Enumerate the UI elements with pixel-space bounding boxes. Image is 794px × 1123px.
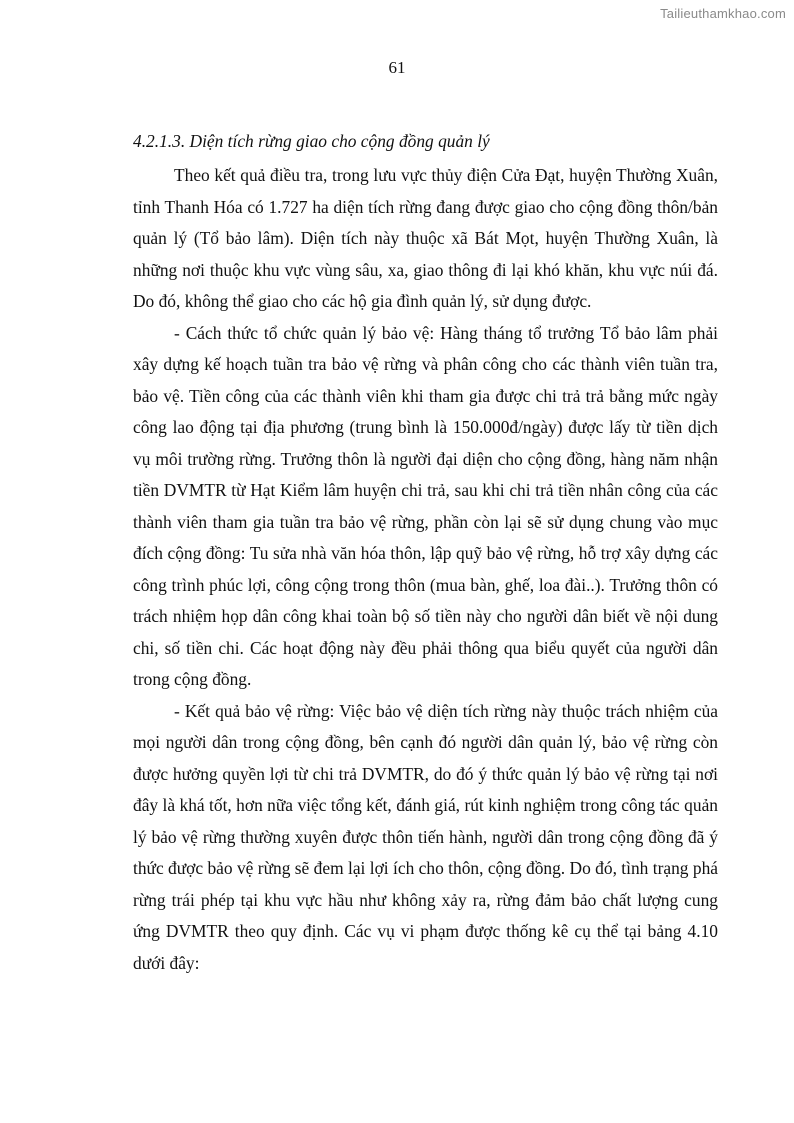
watermark: Tailieuthamkhao.com (660, 6, 786, 21)
section-heading: 4.2.1.3. Diện tích rừng giao cho cộng đồng quản lý (133, 131, 490, 151)
document-body (133, 128, 718, 979)
page-number: 61 (388, 58, 406, 77)
paragraph-protection-results: - Kết quả bảo vệ rừng: Việc bảo vệ diện tích rừng này thuộc trách nhiệm của mọi người dân trong cộng đồng, bên cạnh đó người dân quản lý, bảo vệ rừng còn được hưởng quyền lợi từ chi trả DVMTR, do đó ý thức quản lý bảo vệ rừng tại nơi đây là khá tốt, hơn nữa việc tổng kết, đánh giá, rút kinh nghiệm trong công tác quản lý bảo vệ rừng thường xuyên được thôn tiến hành, người dân trong cộng đồng đã ý thức được bảo vệ rừng sẽ đem lại lợi ích cho thôn, cộng đồng. Do đó, tình trạng phá rừng trái phép tại khu vực hầu như không xảy ra, rừng đảm bảo chất lượng cung ứng DVMTR theo quy định. Các vụ vi phạm được thống kê cụ thể tại bảng 4.10 dưới đây: (133, 700, 718, 973)
paragraph-management-method: - Cách thức tổ chức quản lý bảo vệ: Hàng tháng tổ trưởng Tổ bảo lâm phải xây dựng kế hoạch tuần tra bảo vệ rừng và phân công cho các thành viên tuần tra, bảo vệ. Tiền công của các thành viên khi tham gia được chi trả trả bằng mức ngày công lao động tại địa phương (trung bình là 150.000đ/ngày) được lấy từ tiền dịch vụ môi trường rừng. Trưởng thôn là người đại diện cho cộng đồng, hàng năm nhận tiền DVMTR từ Hạt Kiểm lâm huyện chi trả, sau khi chi trả tiền nhân công của các thành viên tham gia tuần tra bảo vệ rừng, phần còn lại sẽ sử dụng chung vào mục đích cộng đồng: Tu sửa nhà văn hóa thôn, lập quỹ bảo vệ rừng, hỗ trợ xây dựng các công trình phúc lợi, công cộng trong thôn (mua bàn, ghế, loa đài..). Trưởng thôn có trách nhiệm họp dân công khai toàn bộ số tiền này cho người dân biết về nội dung chi, số tiền chi. Các hoạt động này đều phải thông qua biểu quyết của người dân trong cộng đồng. (133, 322, 718, 689)
paragraph-intro: Theo kết quả điều tra, trong lưu vực thủy điện Cửa Đạt, huyện Thường Xuân, tỉnh Thanh Hóa có 1.727 ha diện tích rừng đang được giao cho cộng đồng thôn/bản quản lý (Tổ bảo lâm). Diện tích này thuộc xã Bát Mọt, huyện Thường Xuân, là những nơi thuộc khu vực vùng sâu, xa, giao thông đi lại khó khăn, khu vực núi đá. Do đó, không thể giao cho các hộ gia đình quản lý, sử dụng được. (133, 165, 718, 311)
